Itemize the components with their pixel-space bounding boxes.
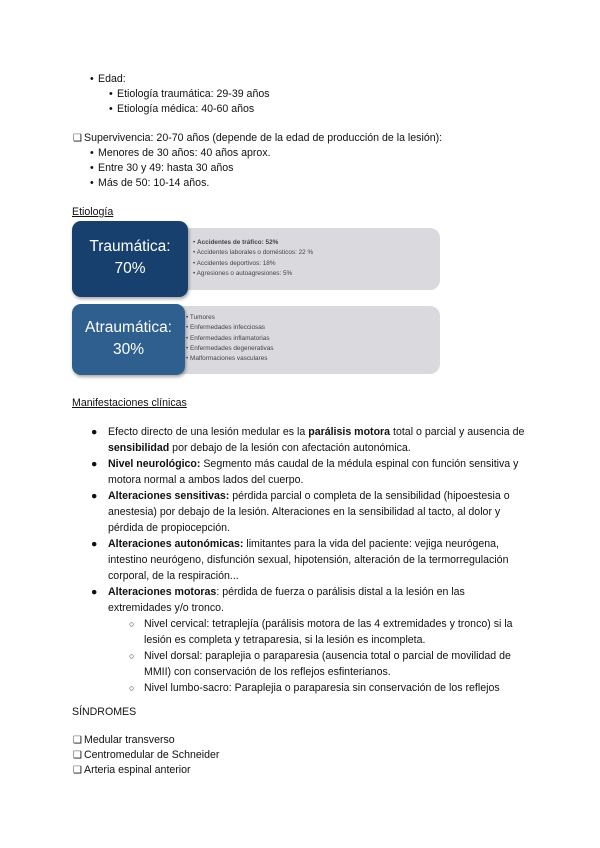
list-item: • Agresiones o autoagresiones: 5% bbox=[193, 269, 293, 277]
supervivencia-subitem: • Más de 50: 10-14 años. bbox=[90, 177, 210, 189]
checkbox-square-icon: ❑ bbox=[73, 750, 82, 761]
edad-item bbox=[90, 72, 126, 86]
edad-subitem: • Etiología médica: 40-60 años bbox=[109, 103, 255, 115]
sindromes-item: ❑ Medular transverso bbox=[73, 734, 175, 746]
sindromes-heading: SÍNDROMES bbox=[72, 706, 137, 718]
checkbox-square-icon: ❑ bbox=[73, 765, 82, 776]
list-item: ● Alteraciones motoras: pérdida de fuerza o parálisis distal a la lesión en las extremidades y/o tronco. bbox=[91, 586, 465, 614]
checkbox-square-icon: ❑ bbox=[73, 735, 82, 746]
edad-subitem: • Etiología traumática: 29-39 años bbox=[109, 88, 270, 100]
supervivencia-item bbox=[73, 131, 442, 146]
list-item: ● Efecto directo de una lesión medular es la parálisis motora total o parcial y ausencia de sensibilidad por debajo de la lesión con afectación autonómica. bbox=[91, 426, 525, 454]
bullet-icon: • bbox=[109, 103, 113, 115]
list-item: • Enfermedades degenerativas bbox=[186, 344, 274, 352]
traumatica-tile bbox=[72, 221, 188, 297]
bullet-icon: • bbox=[90, 147, 94, 159]
list-item: • Enfermedades inflamatorias bbox=[186, 334, 270, 342]
circle-bullet-icon: ○ bbox=[129, 619, 135, 629]
list-item: • Malformaciones vasculares bbox=[186, 355, 268, 363]
sub-list-item: ○ Nivel dorsal: paraplejia o paraparesia (ausencia total o parcial de movilidad de MMII) con conservación de los reflejos esfinterianos. bbox=[129, 650, 511, 678]
supervivencia-subitem: • Menores de 30 años: 40 años aprox. bbox=[90, 147, 271, 159]
etiologia-heading: Etiología bbox=[72, 206, 114, 218]
sub-list-item: ○ Nivel cervical: tetraplejía (parálisis motora de las 4 extremidades y tronco) si la lesión es completa y tetraparesia, si la lesión es incompleta. bbox=[129, 618, 513, 646]
list-item: • Tumores bbox=[186, 314, 215, 321]
bullet-icon: • bbox=[90, 73, 94, 85]
sub-list-item: ○ Nivel lumbo-sacro: Paraplejia o paraparesia sin conservación de los reflejos bbox=[129, 682, 500, 694]
atraumatica-tile bbox=[72, 304, 185, 375]
manifestaciones-heading: Manifestaciones clínicas bbox=[72, 397, 187, 409]
edad-label: Edad: bbox=[98, 73, 126, 85]
list-item: • Accidentes laborales o domésticos: 22 % bbox=[193, 249, 314, 257]
bullet-icon: • bbox=[90, 162, 94, 174]
list-item: ● Nivel neurológico: Segmento más caudal de la médula espinal con función sensitiva y motora normal a ambos lados del cuerpo. bbox=[91, 458, 519, 486]
list-item: • Enfermedades infecciosas bbox=[186, 324, 265, 332]
bullet-icon: • bbox=[90, 177, 94, 189]
bullet-icon: • bbox=[109, 88, 113, 100]
bullet-icon: ● bbox=[91, 490, 98, 502]
list-item: ● Alteraciones autonómicas: limitantes para la vida del paciente: vejiga neurógena, intestino neurógeno, disfunción sexual, hipotensión, alteración de la termorregulación corporal, de la respiración... bbox=[91, 538, 509, 582]
supervivencia-label: Supervivencia: 20-70 años (depende de la edad de producción de la lesión): bbox=[84, 132, 443, 144]
supervivencia-subitem: • Entre 30 y 49: hasta 30 años bbox=[90, 162, 234, 174]
circle-bullet-icon: ○ bbox=[129, 683, 135, 693]
atraumatica-list bbox=[186, 313, 274, 364]
atraumatica-title: Atraumática: bbox=[84, 319, 172, 336]
atraumatica-percent: 30% bbox=[112, 341, 145, 358]
traumatica-list bbox=[193, 238, 313, 279]
bullet-icon: ● bbox=[91, 538, 98, 550]
traumatica-title: Traumática: bbox=[89, 238, 171, 255]
bullet-icon: ● bbox=[91, 586, 98, 598]
manifestaciones-list bbox=[91, 424, 531, 696]
bullet-icon: ● bbox=[91, 458, 98, 470]
list-item: • Accidentes de tráfico: 52% bbox=[193, 239, 279, 246]
checkbox-square-icon: ❑ bbox=[73, 133, 82, 144]
circle-bullet-icon: ○ bbox=[129, 651, 135, 661]
sindromes-item: ❑ Centromedular de Schneider bbox=[73, 749, 220, 761]
list-item: • Accidentes deportivos: 18% bbox=[193, 259, 276, 267]
traumatica-percent: 70% bbox=[114, 260, 146, 277]
bullet-icon: ● bbox=[91, 426, 98, 438]
sindromes-item: ❑ Arteria espinal anterior bbox=[73, 764, 191, 776]
list-item: ● Alteraciones sensitivas: pérdida parcial o completa de la sensibilidad (hipoestesia o anestesia) por debajo de la lesión. Alteraciones en la sensibilidad al tacto, al dolor y pérdida de propiocepción. bbox=[91, 490, 510, 534]
